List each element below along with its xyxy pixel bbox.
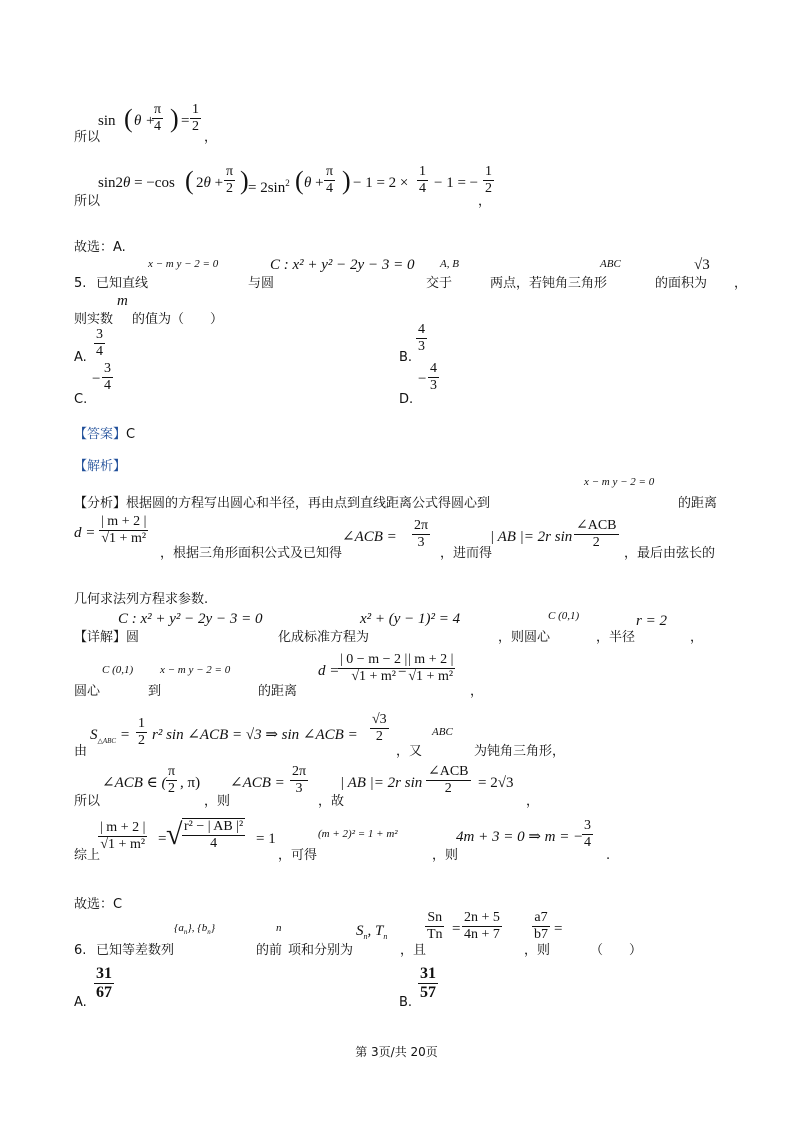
sol5-std-3: ，半径 bbox=[596, 630, 636, 645]
sol5-s-mid: r² sin ∠ACB = √3 ⇒ sin ∠ACB = bbox=[152, 727, 358, 743]
sol5-dist-frac1: $\frac{| 0 - m - 2 |}{\text{√1 + m²}}$ bbox=[340, 652, 408, 684]
sol5-dist-eq: = bbox=[398, 663, 407, 679]
q6-option-a-frac: $\frac{31}{67}$ bbox=[96, 965, 112, 1001]
eq2-part1: sin2θ = −cos bbox=[98, 175, 175, 191]
eq2-rest: − 1 = 2 × bbox=[353, 175, 409, 191]
sol5-z-end: = 1 bbox=[256, 831, 276, 847]
sol5-d-frac: $\frac{| m + 2 |}{\text{√1 + m²}}$ bbox=[101, 514, 147, 546]
sol5-circle-eq: C : x² + y² − 2y − 3 = 0 bbox=[118, 611, 263, 627]
sol5-fenxi-2: 的距离 bbox=[678, 496, 718, 511]
eq2-paren1: ( bbox=[185, 166, 194, 195]
sol5-ze2: ，则 bbox=[432, 848, 459, 863]
q5-option-d-neg: − bbox=[418, 371, 427, 387]
eq-equals: = bbox=[181, 113, 190, 129]
sol5-dunjiao: 为钝角三角形， bbox=[474, 744, 566, 759]
sol5-fenxi-4: ，进而得 bbox=[440, 546, 493, 561]
q5-option-c-neg: − bbox=[92, 371, 101, 387]
sol5-center-top: C (0,1) bbox=[548, 610, 580, 622]
q6-option-b-label: B. bbox=[399, 995, 413, 1010]
eq2-paren4: ) bbox=[342, 166, 351, 195]
q5-area: √3 bbox=[694, 257, 710, 273]
q6-option-b-frac: $\frac{31}{57}$ bbox=[420, 965, 436, 1001]
sol5-fenxi-3: ，根据三角形面积公式及已知得 bbox=[160, 546, 343, 561]
eq2-pi-over-4: $\frac{\pi}{4}$ bbox=[326, 164, 334, 196]
q5-option-c-frac: $\frac{3}{4}$ bbox=[104, 361, 111, 393]
sol5-ab-frac: ∠ACB 2 bbox=[576, 518, 617, 550]
prev-comma-2: ， bbox=[478, 194, 492, 209]
eq-theta: θ + bbox=[134, 113, 156, 129]
sol5-suoyi: 所以 bbox=[74, 794, 101, 809]
sol5-acb: ∠ACB = bbox=[342, 529, 397, 545]
sol5-range-end: , π) bbox=[180, 775, 201, 791]
sol5-z-eq: = bbox=[158, 831, 167, 847]
q6-ratio-rhs: $\frac{2n + 5}{4n + 7}$ bbox=[464, 910, 500, 942]
q5-option-a-label: A. bbox=[74, 350, 87, 365]
sol5-square-eq: (m + 2)² = 1 + m² bbox=[318, 828, 398, 840]
q5-line-eq: x − m y − 2 = 0 bbox=[148, 258, 219, 270]
q6-text-3: 项和分别为 bbox=[288, 943, 354, 958]
sol5-z-sqrt: √ bbox=[166, 818, 183, 851]
sol5-kede: ，可得 bbox=[278, 848, 318, 863]
q5-ab: A, B bbox=[440, 258, 459, 270]
sol5-fenxi-1: 【分析】根据圆的方程写出圆心和半径，再由点到直线距离公式得圆心到 bbox=[74, 496, 491, 511]
q6-ratio-frac: $\frac{Sn}{Tn}$ bbox=[427, 910, 443, 942]
sol5-dist-lbl: 的距离 bbox=[258, 684, 298, 699]
prev-suoyi-1: 所以 bbox=[74, 130, 101, 145]
sol5-ab2-frac: ∠ACB 2 bbox=[428, 764, 469, 796]
sol5-ab2-end: = 2√3 bbox=[478, 775, 514, 791]
eq2-half: $\frac{1}{2}$ bbox=[485, 164, 492, 196]
sol5-z-frac: $\frac{| m + 2 |}{\text{√1 + m²}}$ bbox=[100, 820, 146, 852]
q5-text-8: 的值为（ ） bbox=[132, 312, 224, 327]
q6-a7-eq: = bbox=[554, 921, 563, 937]
q6-option-a-label: A. bbox=[74, 995, 87, 1010]
q5-text-1: 已知直线 bbox=[96, 276, 149, 291]
q6-ratio-eq: = bbox=[452, 921, 461, 937]
eq2-pi-over-2: $\frac{\pi}{2}$ bbox=[226, 164, 234, 196]
sol5-fenxi-line: x − m y − 2 = 0 bbox=[584, 476, 655, 488]
sol5-center-lbl: 圆心 bbox=[74, 684, 101, 699]
q5-num: 5. bbox=[74, 276, 87, 291]
sol5-acb2-frac: $\frac{2\pi}{3}$ bbox=[292, 764, 307, 796]
sol5-final-eq: 4m + 3 = 0 ⇒ m = − bbox=[456, 829, 584, 845]
sol5-xiangjie: 【详解】圆 bbox=[74, 630, 140, 645]
q5-text-6: ， bbox=[734, 276, 748, 291]
eq2-paren3: ( bbox=[295, 166, 304, 195]
sol5-you: 由 bbox=[74, 744, 88, 759]
sol5-center2: C (0,1) bbox=[102, 664, 134, 676]
q6-text-5: ，则 bbox=[524, 943, 551, 958]
q6-n: n bbox=[276, 922, 282, 934]
page-footer: 第 3页/共 20页 bbox=[355, 1045, 438, 1059]
q5-text-4: 两点，若钝角三角形 bbox=[490, 276, 608, 291]
q6-a7-frac: $\frac{a7}{b7}$ bbox=[534, 910, 548, 942]
sol5-ab2: | AB |= 2r sin bbox=[340, 775, 423, 791]
q5-text-2: 与圆 bbox=[248, 276, 275, 291]
q5-m: m bbox=[117, 293, 128, 309]
prev-suoyi-2: 所以 bbox=[74, 194, 101, 209]
eq-one-half: $\frac{1}{2}$ bbox=[192, 102, 199, 134]
q6-text-2: 的前 bbox=[256, 943, 283, 958]
q5-option-d-frac: $\frac{4}{3}$ bbox=[430, 361, 437, 393]
q5-option-b-frac: $\frac{4}{3}$ bbox=[418, 322, 425, 354]
sol5-std-4: ， bbox=[690, 630, 704, 645]
eq-sin-sum-paren: ( bbox=[124, 104, 133, 133]
q5-text-7: 则实数 bbox=[74, 312, 114, 327]
sol5-range-frac: $\frac{\pi}{2}$ bbox=[168, 764, 176, 796]
sol5-final-dot: . bbox=[606, 848, 611, 863]
sol5-you2: ，又 bbox=[396, 744, 423, 759]
eq-sin-sum: sin bbox=[98, 113, 116, 129]
sol5-ab2-comma: ， bbox=[526, 794, 540, 809]
q6-st: $S_n$, $T_n$ bbox=[356, 923, 388, 941]
sol5-s-lhs: $S_{\triangle ABC}$ = bbox=[90, 727, 130, 745]
sol5-s-frac: $\frac{√3}{2}$ bbox=[372, 712, 387, 744]
sol5-answer-tag: 【答案】C bbox=[74, 427, 136, 442]
sol5-ze: ，则 bbox=[204, 794, 231, 809]
sol5-s-half: $\frac{1}{2}$ bbox=[138, 716, 145, 748]
q6-text-1: 已知等差数列 bbox=[96, 943, 175, 958]
eq-sin-sum-paren2: ) bbox=[170, 104, 179, 133]
prev-answer: 故选：A. bbox=[74, 240, 126, 255]
eq2-2sin2: = $2\sin^2$ bbox=[248, 178, 290, 196]
sol5-fenxi-6: 几何求法列方程求参数. bbox=[74, 592, 209, 607]
q6-text-4: ，且 bbox=[400, 943, 427, 958]
q6-seqs: $\{a_n\}$, $\{b_n\}$ bbox=[174, 922, 216, 937]
eq2-paren2: ) bbox=[240, 166, 249, 195]
sol5-range: ∠ACB ∈ ( bbox=[102, 775, 167, 791]
sol5-acb-frac: $\frac{2\pi}{3}$ bbox=[414, 518, 429, 550]
sol5-z-root-frac: $\frac{\text{r² − | AB |²}}{4}$ bbox=[184, 819, 244, 851]
sol5-std-eq: x² + (y − 1)² = 4 bbox=[360, 611, 461, 627]
eq2-rest2: − 1 = − bbox=[434, 175, 479, 191]
sol5-answer-line: 故选：C bbox=[74, 897, 123, 912]
eq2-theta: θ + bbox=[304, 175, 324, 191]
q5-circle-eq: C : x² + y² − 2y − 3 = 0 bbox=[270, 257, 415, 273]
sol5-gu: ，故 bbox=[318, 794, 345, 809]
q6-num: 6. bbox=[74, 943, 87, 958]
sol5-zongshang: 综上 bbox=[74, 848, 101, 863]
eq-pi-over-4: $\frac{\pi}{4}$ bbox=[154, 102, 162, 134]
sol5-abc: ABC bbox=[432, 726, 453, 738]
q5-text-3: 交于 bbox=[426, 276, 453, 291]
sol5-dist-lhs: d = bbox=[318, 663, 340, 679]
sol5-dist-comma: ， bbox=[470, 684, 484, 699]
sol5-acb2: ∠ACB = bbox=[230, 775, 285, 791]
sol5-std-2: ，则圆心 bbox=[498, 630, 551, 645]
q5-text-5: 的面积为 bbox=[655, 276, 708, 291]
prev-comma-1: ， bbox=[204, 130, 218, 145]
sol5-radius: r = 2 bbox=[636, 613, 667, 629]
eq2-2theta: 2θ + bbox=[196, 175, 224, 191]
sol5-std-1: 化成标准方程为 bbox=[278, 630, 370, 645]
q5-option-d-label: D. bbox=[399, 392, 414, 407]
q5-option-c-label: C. bbox=[74, 392, 88, 407]
sol5-dao: 到 bbox=[148, 684, 162, 699]
sol5-dist-frac2: $\frac{| m + 2 |}{\text{√1 + m²}}$ bbox=[408, 652, 454, 684]
q5-option-a-frac: $\frac{3}{4}$ bbox=[96, 327, 103, 359]
sol5-d-lhs: d = bbox=[74, 525, 96, 541]
q6-text-6: （ ） bbox=[590, 943, 643, 958]
q5-option-b-label: B. bbox=[399, 350, 413, 365]
sol5-jiexi: 【解析】 bbox=[74, 459, 127, 474]
sol5-line2: x − m y − 2 = 0 bbox=[160, 664, 231, 676]
sol5-final-frac: $\frac{3}{4}$ bbox=[584, 818, 591, 850]
sol5-ab-len: | AB |= 2r sin bbox=[490, 529, 573, 545]
eq2-quarter: $\frac{1}{4}$ bbox=[419, 164, 426, 196]
sol5-fenxi-5: ，最后由弦长的 bbox=[624, 546, 716, 561]
q5-abc: ABC bbox=[600, 258, 621, 270]
